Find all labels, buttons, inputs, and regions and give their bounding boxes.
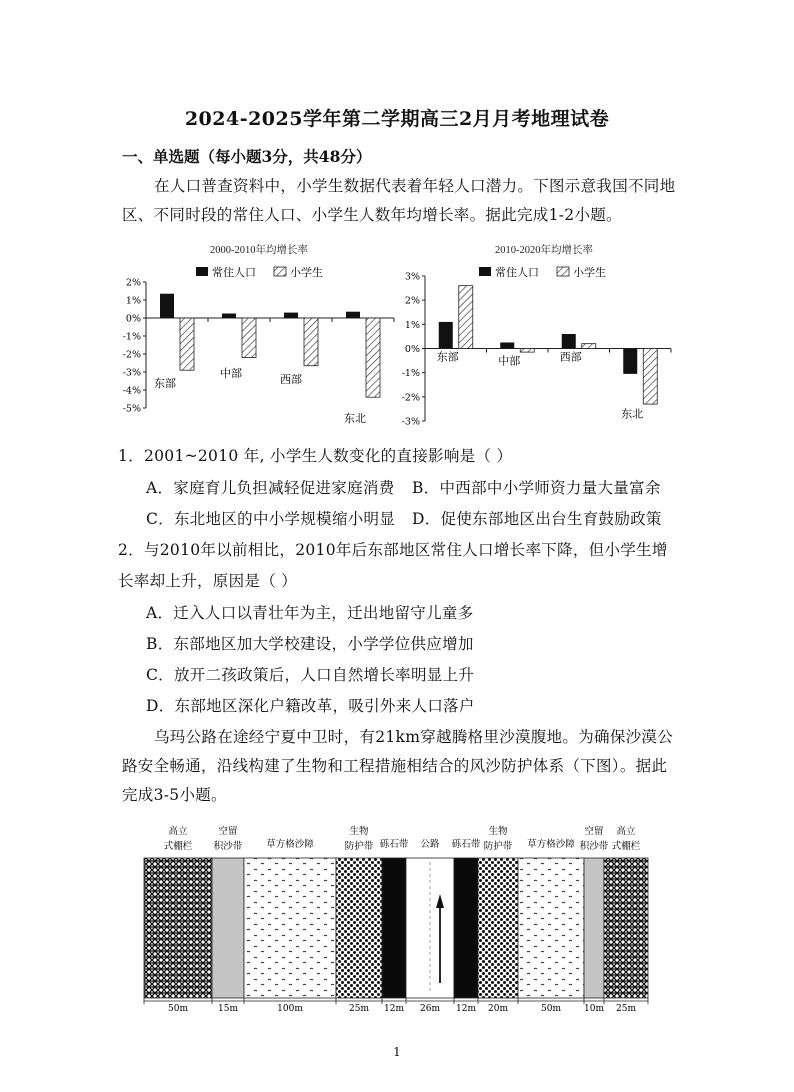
bar-pupils — [366, 318, 380, 397]
strip-width-label: 50m — [168, 1004, 188, 1014]
strip-label-top: 空留 — [218, 826, 238, 837]
category-label: 中部 — [220, 367, 242, 380]
section-heading: 一、单选题（每小题3分，共48分） — [122, 147, 372, 166]
strip-width-label: 100m — [277, 1004, 303, 1014]
q1-stem: 1．2001~2010 年, 小学生人数变化的直接影响是（ ） — [118, 447, 513, 465]
bar-pupils — [242, 318, 256, 358]
y-tick-label: 0% — [404, 344, 420, 355]
legend-swatch-population — [196, 267, 208, 276]
y-tick-label: -1% — [122, 331, 141, 343]
bar-pupils — [180, 318, 194, 370]
strip-grid — [244, 858, 336, 998]
strip-gravel — [382, 858, 406, 998]
bar-pupils — [582, 344, 596, 349]
y-tick-label: 2% — [404, 295, 420, 307]
category-label: 西部 — [559, 350, 582, 364]
bar-population — [284, 313, 298, 318]
strip-width-label: 12m — [384, 1004, 404, 1014]
strip-gray — [212, 858, 244, 998]
page-number: 1 — [393, 1045, 401, 1059]
chart2-figure — [395, 258, 685, 438]
strip-width-label: 25m — [616, 1004, 636, 1014]
strip-gravel — [454, 858, 478, 998]
y-tick-label: -3% — [401, 416, 420, 428]
y-tick-label: 2% — [125, 277, 141, 289]
bar-population — [222, 314, 236, 319]
strip-width-label: 50m — [541, 1004, 561, 1014]
strip-label-bottom: 积沙带 — [579, 841, 609, 852]
strip-label-top: 高立 — [616, 826, 636, 837]
bar-pupils — [304, 318, 318, 366]
y-tick-label: 1% — [404, 319, 420, 331]
chart1-figure — [110, 258, 410, 438]
strip-label-top: 生物 — [349, 826, 369, 837]
bar-population — [623, 349, 637, 374]
legend-label-pupils: 小学生 — [290, 266, 323, 279]
strip-label-bottom: 积沙带 — [213, 841, 243, 852]
strip-label: 砾石带 — [379, 839, 409, 850]
category-label: 东北 — [621, 407, 644, 421]
strip-width-label: 20m — [488, 1004, 508, 1014]
bar-population — [346, 312, 360, 318]
strip-label-top: 生物 — [488, 826, 508, 837]
y-tick-label: -5% — [122, 403, 141, 415]
bar-population — [439, 322, 453, 349]
bar-pupils — [643, 349, 657, 405]
bar-pupils — [459, 286, 473, 349]
strip-bio — [336, 858, 382, 998]
strip-grid — [518, 858, 584, 998]
y-tick-label: 3% — [404, 271, 420, 283]
bar-population — [500, 342, 514, 348]
sand-protection-diagram — [140, 822, 660, 1017]
category-label: 东部 — [154, 377, 176, 390]
q2-option-b: B．东部地区加大学校建设，小学学位供应增加 — [146, 635, 474, 653]
y-tick-label: 0% — [125, 313, 141, 325]
y-tick-label: -1% — [401, 368, 420, 380]
q1-option-c: C．东北地区的中小学规模缩小明显 — [146, 510, 396, 528]
strip-label: 砾石带 — [451, 839, 481, 850]
q1-option-d: D．促使东部地区出台生育鼓励政策 — [412, 510, 662, 528]
strip-label-bottom: 防护带 — [483, 841, 513, 852]
bar-population — [160, 294, 174, 318]
intro-paragraph-2: 乌玛公路在途经宁夏中卫时，有21km穿越腾格里沙漠腹地。为确保沙漠公路安全畅通，沿线构建了生物和工程措施相结合的风沙防护体系（下图）。据此完成3-5小题。 — [122, 728, 674, 804]
strip-width-label: 12m — [456, 1004, 476, 1014]
strip-label: 草方格沙障 — [266, 839, 314, 850]
chart1-title: 2000-2010年均增长率 — [210, 245, 308, 256]
strip-width-label: 10m — [584, 1004, 604, 1014]
bar-pupils — [520, 349, 534, 353]
category-label: 西部 — [280, 373, 302, 386]
q2-stem-line2: 长率却上升，原因是（ ） — [118, 572, 298, 590]
q2-option-d: D．东部地区深化户籍改革，吸引外来人口落户 — [146, 697, 475, 715]
strip-fence — [604, 858, 648, 998]
category-label: 中部 — [498, 354, 521, 368]
y-tick-label: 1% — [125, 295, 141, 307]
page-title: 2024-2025学年第二学期高三2月月考地理试卷 — [184, 108, 610, 130]
y-tick-label: -3% — [122, 367, 141, 379]
q2-option-c: C．放开二孩政策后，人口自然增长率明显上升 — [146, 666, 475, 684]
category-label: 东部 — [436, 350, 459, 364]
y-tick-label: -2% — [122, 349, 141, 361]
legend-label-population: 常住人口 — [495, 266, 539, 279]
strip-label-top: 高立 — [168, 826, 188, 837]
strip-gray — [584, 858, 604, 998]
strip-label: 草方格沙障 — [527, 839, 575, 850]
y-tick-label: -4% — [122, 385, 141, 397]
strip-bio — [478, 858, 518, 998]
chart2-title: 2010-2020年均增长率 — [495, 245, 593, 256]
category-label: 东北 — [344, 412, 366, 425]
q2-option-a: A．迁入人口以青壮年为主，迁出地留守儿童多 — [146, 604, 474, 622]
legend-label-pupils: 小学生 — [573, 266, 606, 279]
strip-label-bottom: 防护带 — [344, 841, 374, 852]
intro-paragraph-1: 在人口普查资料中，小学生数据代表着年轻人口潜力。下图示意我国不同地区、不同时段的常住人口、小学生人数年均增长率。据此完成1-2小题。 — [122, 177, 676, 224]
strip-label-bottom: 式棚栏 — [163, 841, 193, 852]
strip-label: 公路 — [420, 839, 440, 850]
q1-option-b: B．中西部中小学师资力量大量富余 — [412, 479, 661, 497]
strip-fence — [144, 858, 212, 998]
legend-label-population: 常住人口 — [212, 266, 256, 279]
strip-width-label: 25m — [349, 1004, 369, 1014]
strip-label-top: 空留 — [584, 826, 604, 837]
strip-width-label: 15m — [218, 1004, 238, 1014]
legend-swatch-pupils — [557, 267, 569, 276]
legend-swatch-pupils — [274, 267, 286, 276]
legend-swatch-population — [479, 267, 491, 276]
q2-stem-line1: 2．与2010年以前相比，2010年后东部地区常住人口增长率下降，但小学生增 — [118, 541, 668, 559]
strip-label-bottom: 式棚栏 — [611, 841, 641, 852]
y-tick-label: -2% — [401, 392, 420, 404]
bar-population — [562, 334, 576, 349]
q1-option-a: A．家庭育儿负担减轻促进家庭消费 — [146, 479, 395, 497]
strip-width-label: 26m — [420, 1004, 440, 1014]
